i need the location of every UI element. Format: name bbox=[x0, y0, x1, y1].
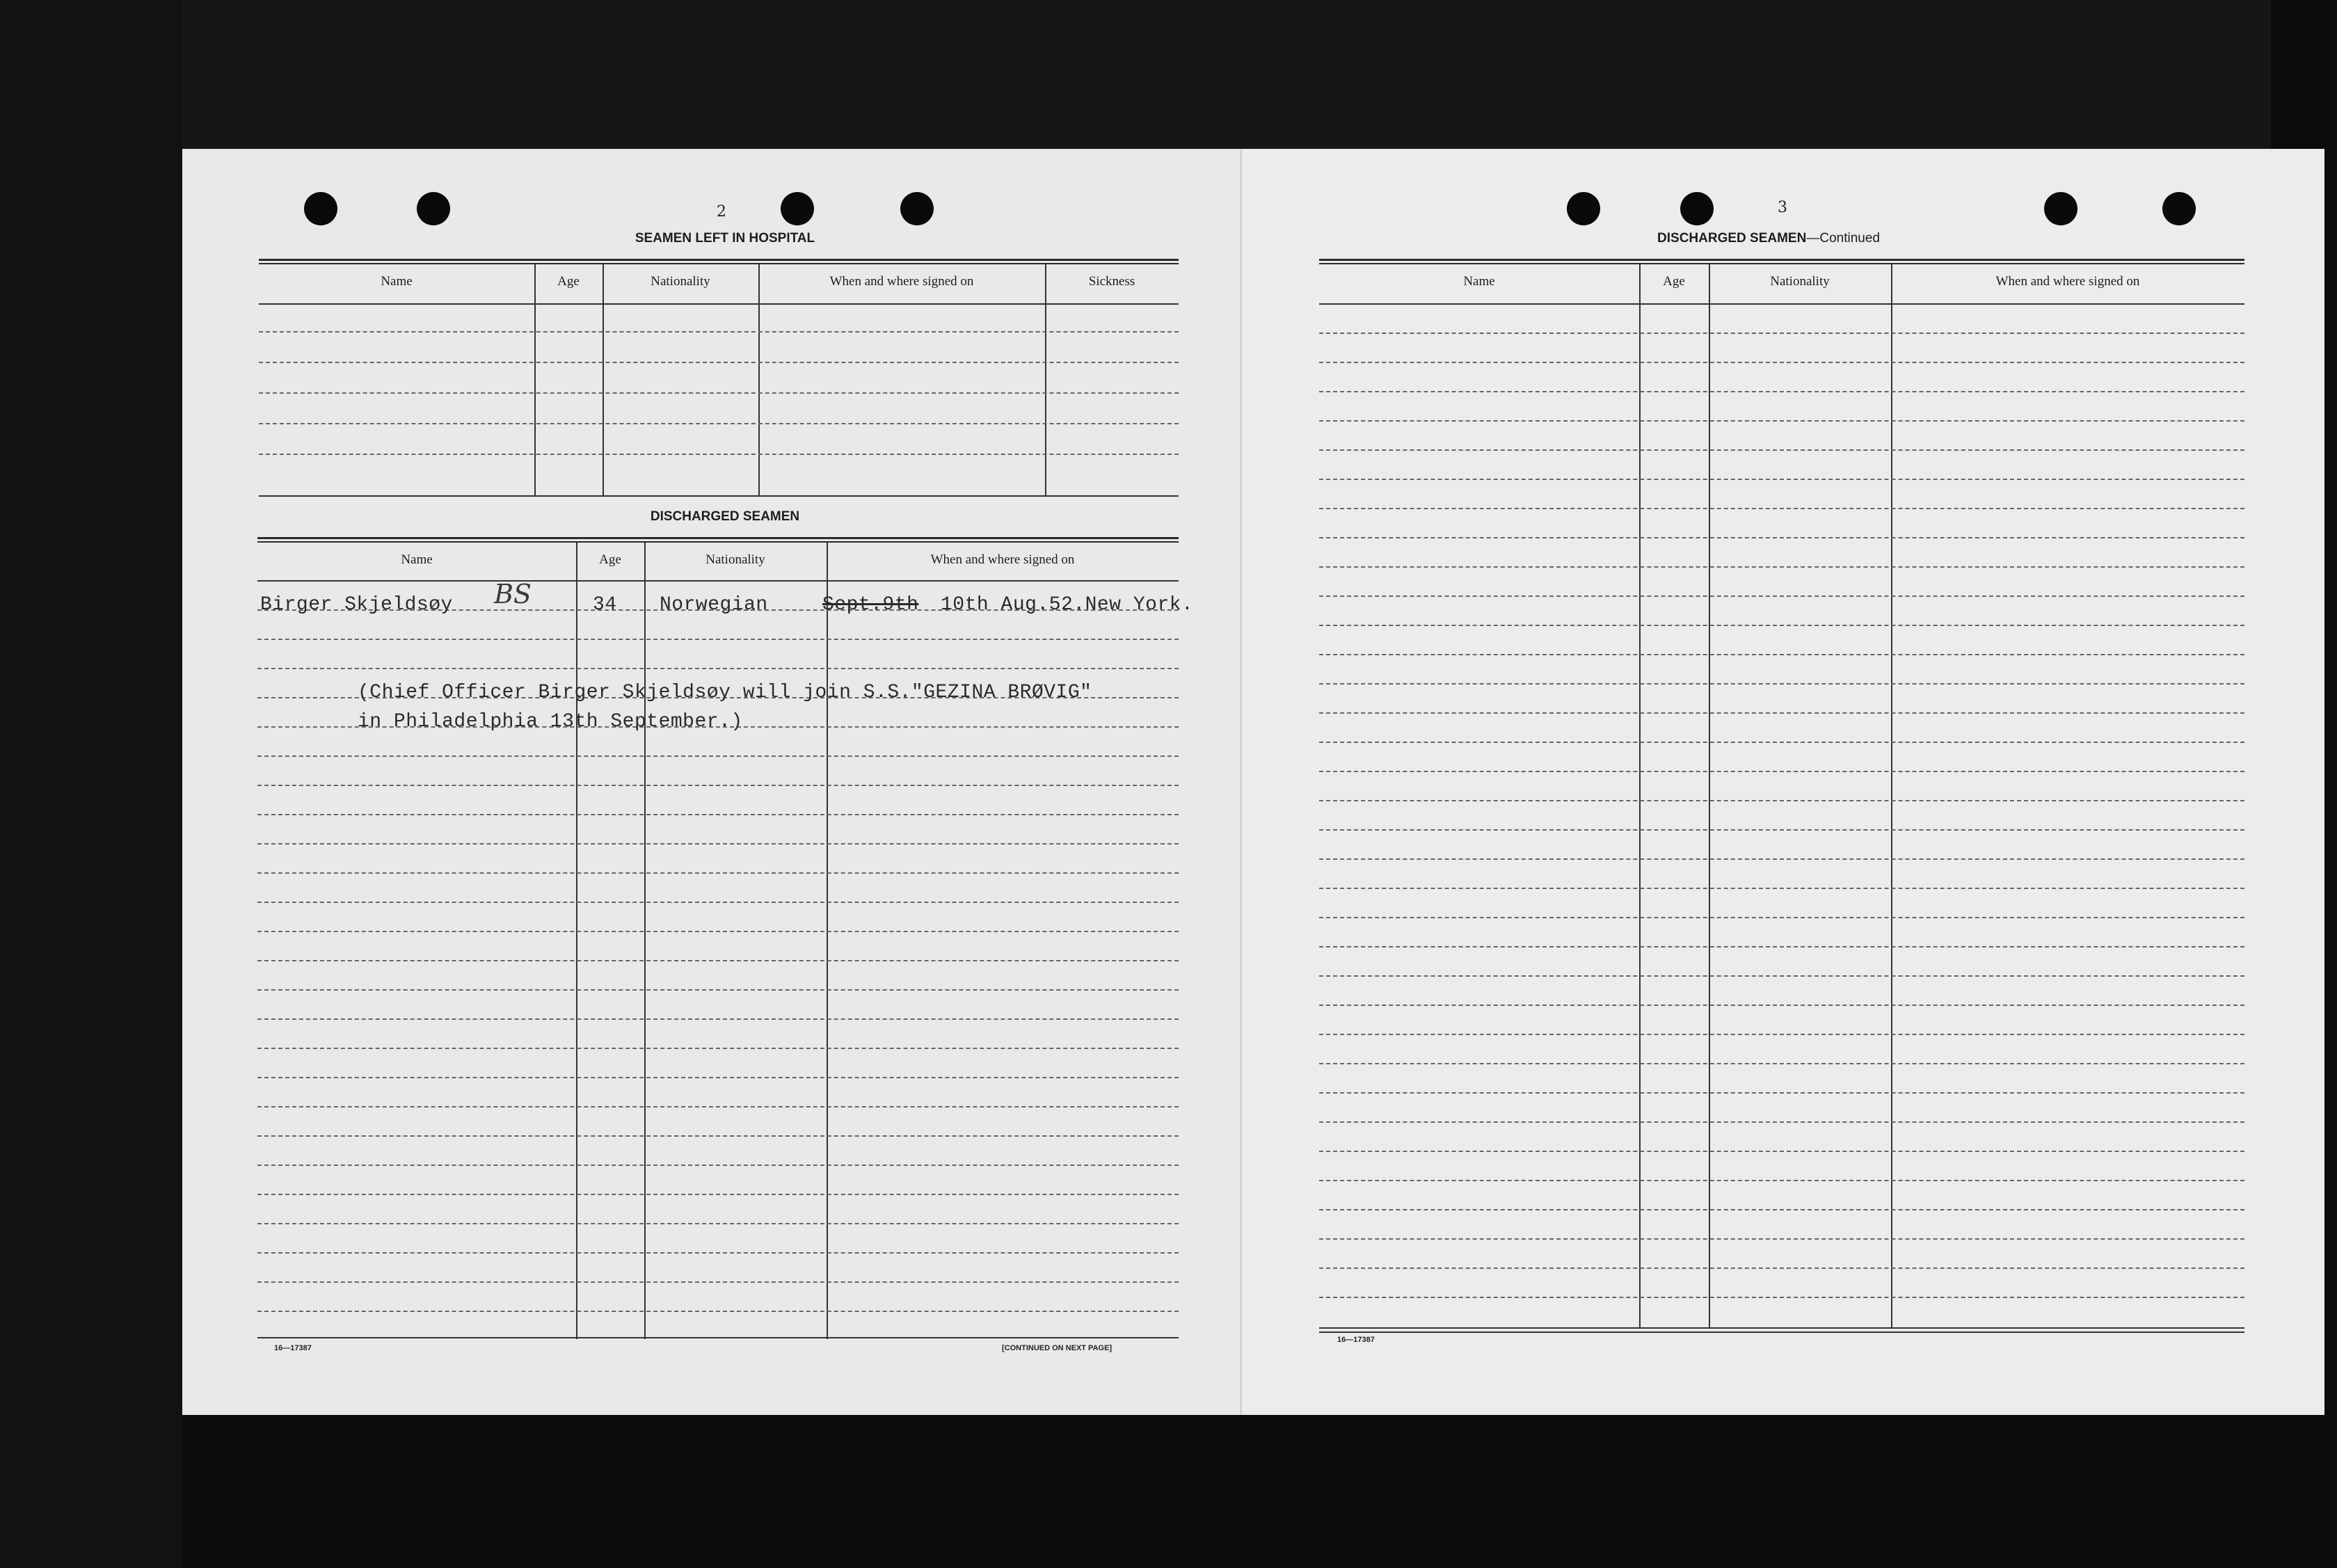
col-header-age: Age bbox=[599, 552, 621, 567]
punch-hole bbox=[900, 192, 934, 225]
punch-hole bbox=[781, 192, 814, 225]
punch-hole bbox=[304, 192, 337, 225]
col-header-name: Name bbox=[401, 552, 433, 567]
punch-hole bbox=[2162, 192, 2196, 225]
right-heading-text: DISCHARGED SEAMEN bbox=[1657, 231, 1807, 246]
col-header-nationality: Nationality bbox=[1770, 274, 1830, 289]
scan-backdrop-top bbox=[0, 0, 2337, 149]
discharged-continued-table bbox=[1319, 259, 2244, 1344]
right-section-heading bbox=[1595, 231, 1943, 246]
note-line-2: in Philadelphia 13th September.) bbox=[358, 711, 743, 733]
col-header-name: Name bbox=[381, 274, 413, 289]
punch-hole bbox=[417, 192, 450, 225]
col-header-signed-on: When and where signed on bbox=[829, 274, 974, 289]
col-header-nationality: Nationality bbox=[705, 552, 765, 567]
punch-hole bbox=[1680, 192, 1714, 225]
col-header-age: Age bbox=[557, 274, 580, 289]
right-form-code: 16—17387 bbox=[1337, 1336, 1375, 1344]
col-header-age: Age bbox=[1663, 274, 1685, 289]
scan-backdrop-left bbox=[0, 0, 182, 1568]
seaman-name: Birger Skjeldsøy bbox=[260, 594, 453, 616]
struck-out-date: Sept.9th bbox=[822, 594, 919, 616]
note-line-1: (Chief Officer Birger Skjeldsøy will join S.S."GEZINA BRØVIG" bbox=[358, 682, 1092, 703]
punch-hole bbox=[2044, 192, 2077, 225]
punch-hole bbox=[1567, 192, 1600, 225]
seaman-nationality: Norwegian bbox=[660, 594, 768, 616]
col-header-name: Name bbox=[1463, 274, 1495, 289]
right-page-number: 3 bbox=[1778, 199, 1787, 216]
discharged-table bbox=[257, 537, 1179, 1337]
left-page-number: 2 bbox=[717, 203, 726, 221]
col-header-signed-on: When and where signed on bbox=[930, 552, 1075, 567]
left-form-code: 16—17387 bbox=[274, 1344, 312, 1352]
page-fold bbox=[1240, 149, 1242, 1415]
col-header-nationality: Nationality bbox=[651, 274, 710, 289]
seaman-age: 34 bbox=[593, 594, 617, 616]
discharged-section-heading: DISCHARGED SEAMEN bbox=[650, 509, 800, 524]
continued-label: [CONTINUED ON NEXT PAGE] bbox=[1002, 1344, 1112, 1352]
col-header-sickness: Sickness bbox=[1088, 274, 1135, 289]
col-header-signed-on: When and where signed on bbox=[1995, 274, 2140, 289]
handwritten-initials: BS bbox=[494, 579, 532, 609]
document-sheet bbox=[182, 149, 2324, 1415]
hospital-section-heading: SEAMEN LEFT IN HOSPITAL bbox=[635, 231, 815, 246]
right-heading-suffix: —Continued bbox=[1806, 231, 1880, 246]
signed-on-date-place: 10th Aug.52.New York. bbox=[941, 594, 1194, 616]
